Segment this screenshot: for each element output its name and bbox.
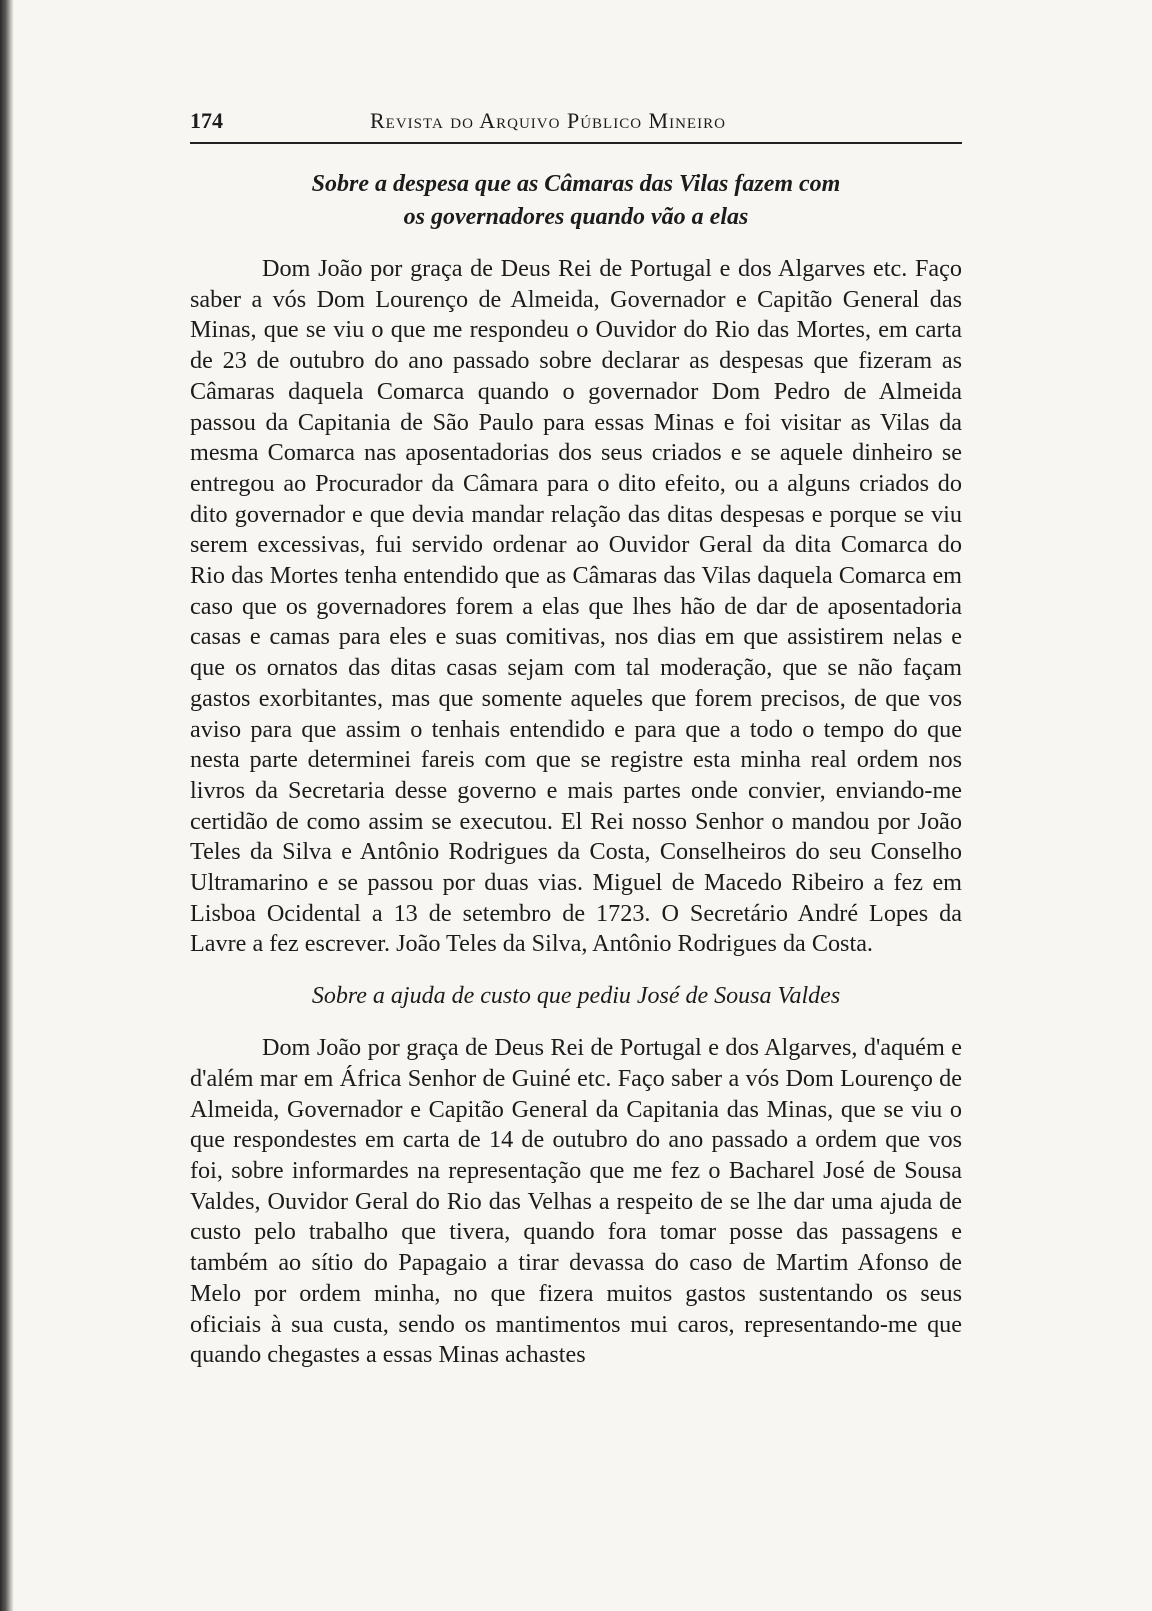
book-binding-edge [0, 0, 14, 1611]
section-title-2-line1: Sobre a ajuda de custo que pediu José de Sousa Valdes [311, 983, 841, 1010]
section-title-2 [190, 980, 962, 1013]
section-2-body: Dom João por graça de Deus Rei de Portugal e dos Algarves, d'aquém e d'além mar em África Senhor de Guiné etc. Faço saber a vós Dom Lourenço de Almeida, Governador e Capitão General da Capitania das Minas, que se viu o que respondestes em carta de 14 de outubro do ano passado a ordem que vos foi, sobre informardes na representação que me fez o Bacharel José de Sousa Valdes, Ouvidor Geral do Rio das Velhas a respeito de se lhe dar uma ajuda de custo pelo trabalho que tivera, quando fora tomar posse das passagens e também ao sítio do Papagaio a tirar devassa do caso de Martim Afonso de Melo por ordem minha, no que fizera muitos gastos sustentando os seus oficiais à sua custa, sendo os mantimentos mui caros, representando-me que quando chegastes a essas Minas achastes [190, 1034, 962, 1369]
section-title-1 [190, 168, 962, 234]
section-title-1-line2: os governadores quando vão a elas [403, 204, 749, 230]
document-page [190, 100, 962, 1371]
section-1-body: Dom João por graça de Deus Rei de Portugal e dos Algarves etc. Faço saber a vós Dom Lourenço de Almeida, Governador e Capitão General das Minas, que se viu o que me respondeu o Ouvidor do Rio das Mortes, em carta de 23 de outubro do ano passado sobre declarar as despesas que fizeram as Câmaras daquela Comarca quando o governador Dom Pedro de Almeida passou da Capitania de São Paulo para essas Minas e foi visitar as Vilas da mesma Comarca nas aposentadorias dos seus criados e se aquele dinheiro se entregou ao Procurador da Câmara para o dito efeito, ou a alguns criados do dito governador e que devia mandar relação das ditas despesas e porque se viu serem excessivas, fui servido ordenar ao Ouvidor Geral da dita Comarca do Rio das Mortes tenha entendido que as Câmaras das Vilas daquela Comarca em caso que os governadores forem a elas que lhes hão de dar de aposentadoria casas e camas para eles e suas comitivas, nos dias em que assistirem nelas e que os ornatos das ditas casas sejam com tal moderação, que se não façam gastos exorbitantes, mas que somente aqueles que forem precisos, de que vos aviso para que assim o tenhais entendido e para que a todo o tempo do que nesta parte determinei fareis com que se registre esta minha real ordem nos livros da Secretaria desse governo e mais partes onde convier, enviando-me certidão de como assim se executou. El Rei nosso Senhor o mandou por João Teles da Silva e Antônio Rodrigues da Costa, Conselheiros do seu Conselho Ultramarino e se passou por duas vias. Miguel de Macedo Ribeiro a fez em Lisboa Ocidental a 13 de setembro de 1723. O Secretário André Lopes da Lavre a fez escrever. João Teles da Silva, Antônio Rodrigues da Costa. [190, 255, 962, 958]
page-number: 174 [190, 108, 223, 133]
running-head [190, 100, 962, 144]
section-title-1-line1: Sobre a despesa que as Câmaras das Vilas fazem com [311, 171, 841, 197]
journal-title: Revista do Arquivo Público Mineiro [370, 108, 726, 133]
